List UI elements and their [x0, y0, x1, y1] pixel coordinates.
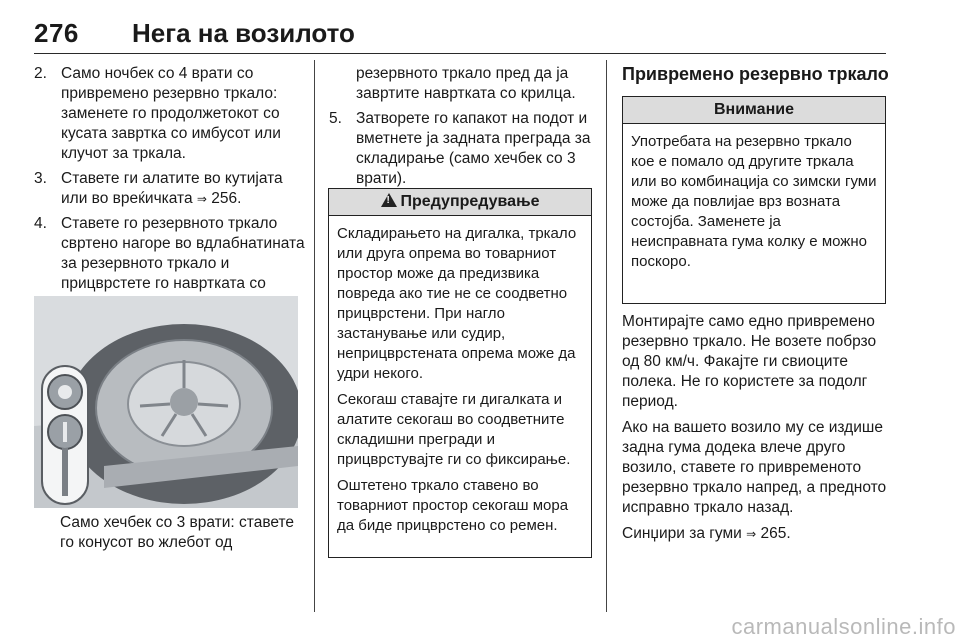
steps-list-col2 [329, 64, 597, 194]
warning-triangle-icon [381, 193, 397, 207]
steps-list-col1 [34, 64, 306, 319]
page-ref-icon: ⇒ [196, 192, 207, 206]
page-ref-icon: ⇒ [746, 527, 757, 541]
page-ref-link[interactable]: 265. [760, 525, 791, 542]
column-divider-1 [314, 60, 315, 612]
page-header [34, 14, 886, 54]
caution-header: Внимание [623, 97, 885, 124]
caution-box [622, 96, 886, 304]
body-text-col3: Монтирајте само едно привремено резервно тркало. Не возете побрзо од 80 км/ч. Факајте ги свиоците полека. Не го користете за подолг период. Ако на вашето возило му се издише задна гума додека влече друго возило, ставете го привременото резервно тркало напред, а предното исправно тркало назад. Синџири за гуми ⇒ 265. [622, 313, 887, 542]
list-item: 5. Затворете го капакот на подот и вметнете ја задната преграда за складирање (само хечбек со 3 врати). [329, 110, 591, 187]
watermark: carmanualsonline.info [731, 614, 956, 639]
column-divider-2 [606, 60, 607, 612]
warning-header: !Предупредување [329, 189, 591, 216]
spare-wheel-drawing [34, 296, 298, 508]
warning-body: Складирањето на дигалка, тркало или друга опрема во товарниот простор може да предизвика повреда ако тие не се соодветно прицврстени. При нагло застанување или судир, неприцврстената опрема може да удри некого. Секогаш ставајте ги дигалката и алатите секогаш во соодветните складишни прегради и прицврстувајте ги со фиксирање. Оштетено тркало ставено во товарниот простор секогаш мора да биде прицврстено со ремен. [337, 225, 577, 534]
list-item: 3. Ставете ги алатите во кутијата или во вреќичката ⇒ 256. [34, 170, 283, 207]
page-number: 276 [34, 18, 79, 48]
section-title: Нега на возилото [132, 18, 355, 48]
page-ref-link[interactable]: 256. [211, 190, 242, 207]
figure-caption: Само хечбек со 3 врати: ставете го конусот во жлебот од [60, 514, 295, 551]
list-item: 2. Само ночбек со 4 врати со привремено резервно тркало: заменете го продолжетокот со кусата завртка со имбусот или клучот за тркала. [34, 65, 281, 162]
subsection-title: Привремено резервно тркало [622, 64, 889, 84]
spare-wheel-illustration [34, 296, 298, 508]
list-item: 4. Ставете го резервното тркало свртено нагоре во вдлабнатината за резервното тркало и прицврстете го навртката со [34, 215, 305, 292]
caution-body: Употребата на резервно тркало кое е помало од другите тркала или во комбинација со зимски гуми може да повлијае врз возната состојба. Заменете ја неисправната гума колку е можно поскоро. [631, 133, 877, 270]
list-item: резервното тркало пред да ја завртите навртката со крилца. [356, 65, 576, 102]
warning-box [328, 188, 592, 558]
